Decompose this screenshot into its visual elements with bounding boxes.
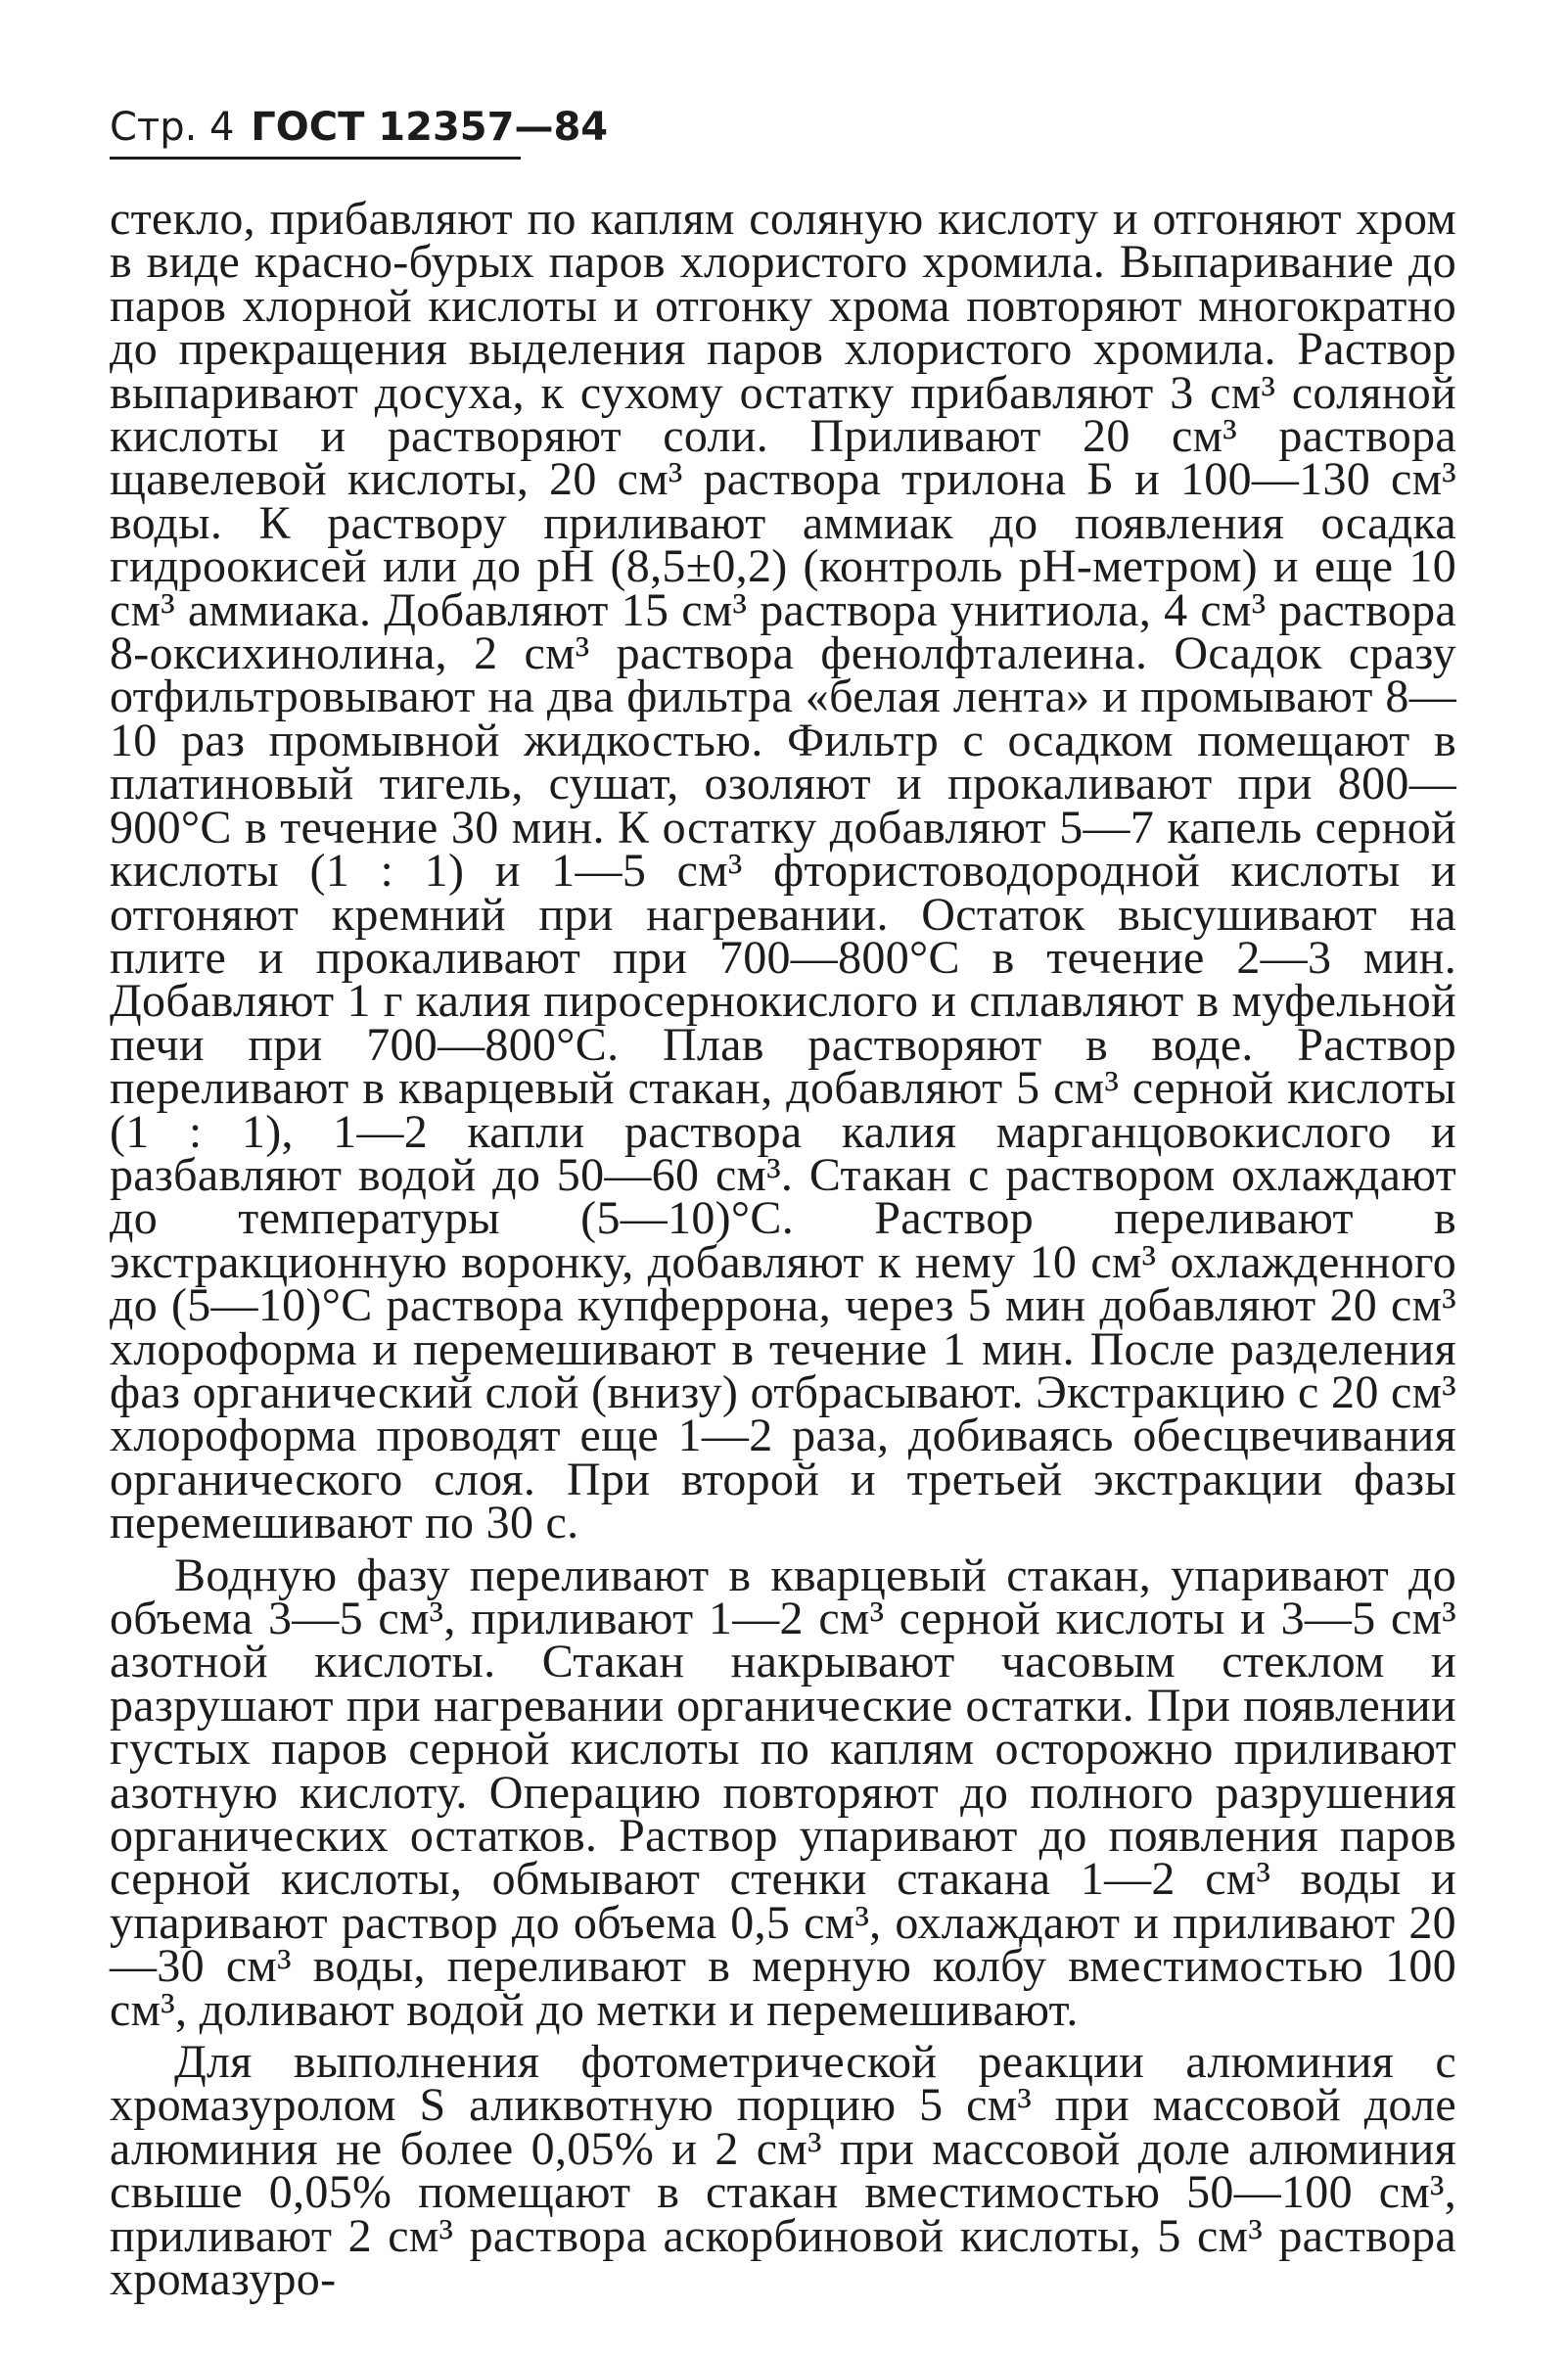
paragraph-3: Для выполнения фотометрической реакции алюминия с хромазуролом S аликвотную порцию 5 см³ при массовой доле алюминия не более 0,05% и 2 см³ при массовой доле алюминия свыше 0,05% помещают в стакан вместимостью 50—100 см³, приливают 2 см³ раствора аскорбиновой кислоты, 5 см³ раствора хромазуро- xyxy=(110,2036,1456,2306)
page-header xyxy=(110,98,609,160)
page-number: Стр. 4 xyxy=(110,105,235,150)
document-body xyxy=(110,193,1456,2311)
paragraph-1: стекло, прибавляют по каплям соляную кислоту и отгоняют хром в виде красно-бурых паров хлористого хромила. Выпаривание до паров хлорной кислоты и отгонку хрома повторяют многократно до прекращения выделения паров хлористого хромила. Раствор выпаривают досуха, к сухому остатку прибавляют 3 см³ соляной кислоты и растворяют соли. Приливают 20 см³ раствора щавелевой кислоты, 20 см³ раствора трилона Б и 100—130 см³ воды. К раствору приливают аммиак до появления осадка гидроокисей или до pH (8,5±0,2) (контроль pH-метром) и еще 10 см³ аммиака. Добавляют 15 см³ раствора унитиола, 4 см³ раствора 8-оксихинолина, 2 см³ раствора фенолфталеина. Осадок сразу отфильтровывают на два фильтра «белая лента» и промывают 8—10 раз промывной жидкостью. Фильтр с осадком помещают в платиновый тигель, сушат, озоляют и прокаливают при 800—900°С в течение 30 мин. К остатку добавляют 5—7 капель серной кислоты (1 : 1) и 1—5 см³ фтористоводородной кислоты и отгоняют кремний при нагревании. Остаток высушивают на плите и прокаливают при 700—800°С в течение 2—3 мин. Добавляют 1 г калия пиросернокислого и сплавляют в муфельной печи при 700—800°С. Плав растворяют в воде. Раствор переливают в кварцевый стакан, добавляют 5 см³ серной кислоты (1 : 1), 1—2 капли раствора калия марганцовокислого и разбавляют водой до 50—60 см³. Стакан с раствором охлаждают до температуры (5—10)°С. Раствор переливают в экстракционную воронку, добавляют к нему 10 см³ охлажденного до (5—10)°С раствора купферрона, через 5 мин добавляют 20 см³ хлороформа и перемешивают в течение 1 мин. После разделения фаз органический слой (внизу) отбрасывают. Экстракцию с 20 см³ хлороформа проводят еще 1—2 раза, добиваясь обесцвечивания органического слоя. При второй и третьей экстракции фазы перемешивают по 30 с. xyxy=(110,193,1456,1549)
standard-number: ГОСТ 12357—84 xyxy=(251,105,609,150)
paragraph-2: Водную фазу переливают в кварцевый стакан, упаривают до объема 3—5 см³, приливают 1—2 см³ серной кислоты и 3—5 см³ азотной кислоты. Стакан накрывают часовым стеклом и разрушают при нагревании органические остатки. При появлении густых паров серной кислоты по каплям осторожно приливают азотную кислоту. Операцию повторяют до полного разрушения органических остатков. Раствор упаривают до появления паров серной кислоты, обмывают стенки стакана 1—2 см³ воды и упаривают раствор до объема 0,5 см³, охлаждают и приливают 20—30 см³ воды, переливают в мерную колбу вместимостью 100 см³, доливают водой до метки и перемешивают. xyxy=(110,1548,1456,2036)
